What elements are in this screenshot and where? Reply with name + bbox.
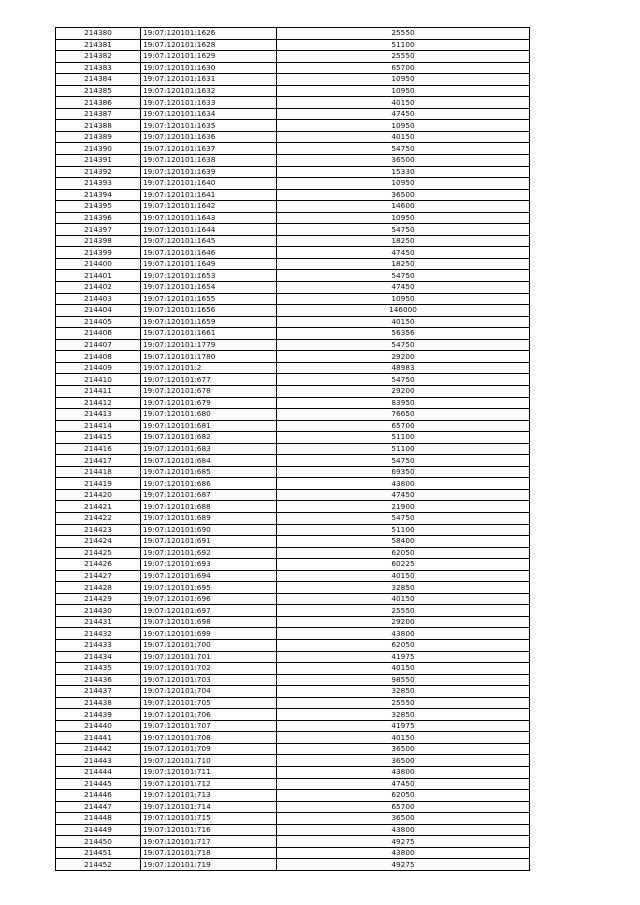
table-row	[56, 189, 530, 201]
row-number-cell: 214430	[56, 605, 141, 617]
value-cell: 56356	[277, 328, 530, 340]
value-cell: 48983	[277, 362, 530, 374]
table-row	[56, 201, 530, 213]
table-row	[56, 547, 530, 559]
cadastral-number-cell: 19:07:120101:706	[141, 709, 277, 721]
value-cell: 40150	[277, 131, 530, 143]
value-cell: 29200	[277, 351, 530, 363]
value-cell: 54750	[277, 374, 530, 386]
row-number-cell: 214422	[56, 512, 141, 524]
row-number-cell: 214381	[56, 39, 141, 51]
value-cell: 25550	[277, 51, 530, 63]
value-cell: 21900	[277, 501, 530, 513]
table-row	[56, 836, 530, 848]
table-row	[56, 351, 530, 363]
value-cell: 29200	[277, 616, 530, 628]
cadastral-number-cell: 19:07:120101:694	[141, 570, 277, 582]
cadastral-number-cell: 19:07:120101:1640	[141, 178, 277, 190]
cadastral-number-cell: 19:07:120101:1645	[141, 235, 277, 247]
cadastral-number-cell: 19:07:120101:1635	[141, 120, 277, 132]
cadastral-number-cell: 19:07:120101:1628	[141, 39, 277, 51]
cadastral-number-cell: 19:07:120101:697	[141, 605, 277, 617]
value-cell: 47450	[277, 778, 530, 790]
cadastral-number-cell: 19:07:120101:686	[141, 478, 277, 490]
table-row	[56, 420, 530, 432]
cadastral-number-cell: 19:07:120101:716	[141, 824, 277, 836]
cadastral-number-cell: 19:07:120101:690	[141, 524, 277, 536]
row-number-cell: 214446	[56, 790, 141, 802]
value-cell: 40150	[277, 316, 530, 328]
value-cell: 51100	[277, 39, 530, 51]
table-row	[56, 501, 530, 513]
value-cell: 47450	[277, 247, 530, 259]
row-number-cell: 214447	[56, 801, 141, 813]
cadastral-number-cell: 19:07:120101:702	[141, 663, 277, 675]
row-number-cell: 214433	[56, 639, 141, 651]
cadastral-number-cell: 19:07:120101:682	[141, 432, 277, 444]
row-number-cell: 214428	[56, 582, 141, 594]
value-cell: 69350	[277, 466, 530, 478]
table-row	[56, 674, 530, 686]
cadastral-number-cell: 19:07:120101:691	[141, 536, 277, 548]
row-number-cell: 214421	[56, 501, 141, 513]
row-number-cell: 214402	[56, 282, 141, 294]
value-cell: 76650	[277, 409, 530, 421]
cadastral-number-cell: 19:07:120101:700	[141, 639, 277, 651]
cadastral-number-cell: 19:07:120101:704	[141, 686, 277, 698]
row-number-cell: 214439	[56, 709, 141, 721]
cadastral-number-cell: 19:07:120101:1655	[141, 293, 277, 305]
row-number-cell: 214437	[56, 686, 141, 698]
value-cell: 60225	[277, 559, 530, 571]
cadastral-number-cell: 19:07:120101:1639	[141, 166, 277, 178]
table-row	[56, 559, 530, 571]
table-row	[56, 824, 530, 836]
cadastral-number-cell: 19:07:120101:696	[141, 593, 277, 605]
value-cell: 51100	[277, 443, 530, 455]
row-number-cell: 214444	[56, 767, 141, 779]
table-row	[56, 512, 530, 524]
value-cell: 51100	[277, 524, 530, 536]
table-row	[56, 51, 530, 63]
row-number-cell: 214387	[56, 108, 141, 120]
table-row	[56, 582, 530, 594]
cadastral-number-cell: 19:07:120101:1649	[141, 258, 277, 270]
row-number-cell: 214405	[56, 316, 141, 328]
row-number-cell: 214394	[56, 189, 141, 201]
table-row	[56, 143, 530, 155]
value-cell: 43800	[277, 767, 530, 779]
cadastral-number-cell: 19:07:120101:1630	[141, 62, 277, 74]
row-number-cell: 214449	[56, 824, 141, 836]
value-cell: 25550	[277, 605, 530, 617]
table-row	[56, 651, 530, 663]
row-number-cell: 214438	[56, 697, 141, 709]
value-cell: 49275	[277, 836, 530, 848]
row-number-cell: 214434	[56, 651, 141, 663]
row-number-cell: 214413	[56, 409, 141, 421]
row-number-cell: 214440	[56, 720, 141, 732]
cadastral-number-cell: 19:07:120101:703	[141, 674, 277, 686]
row-number-cell: 214424	[56, 536, 141, 548]
cadastral-number-cell: 19:07:120101:677	[141, 374, 277, 386]
table-row	[56, 328, 530, 340]
value-cell: 58400	[277, 536, 530, 548]
value-cell: 41975	[277, 720, 530, 732]
row-number-cell: 214389	[56, 131, 141, 143]
table-row	[56, 663, 530, 675]
value-cell: 10950	[277, 293, 530, 305]
value-cell: 47450	[277, 282, 530, 294]
table-row	[56, 212, 530, 224]
table-row	[56, 293, 530, 305]
table-row	[56, 62, 530, 74]
table-row	[56, 224, 530, 236]
cadastral-number-cell: 19:07:120101:1626	[141, 28, 277, 40]
cadastral-number-cell: 19:07:120101:719	[141, 859, 277, 871]
row-number-cell: 214380	[56, 28, 141, 40]
row-number-cell: 214383	[56, 62, 141, 74]
cadastral-number-cell: 19:07:120101:692	[141, 547, 277, 559]
table-row	[56, 339, 530, 351]
cadastral-number-cell: 19:07:120101:1643	[141, 212, 277, 224]
row-number-cell: 214414	[56, 420, 141, 432]
cadastral-number-cell: 19:07:120101:695	[141, 582, 277, 594]
table-row	[56, 813, 530, 825]
table-row	[56, 639, 530, 651]
value-cell: 40150	[277, 593, 530, 605]
table-row	[56, 397, 530, 409]
value-cell: 36500	[277, 813, 530, 825]
value-cell: 36500	[277, 755, 530, 767]
table-row	[56, 316, 530, 328]
row-number-cell: 214436	[56, 674, 141, 686]
cadastral-number-cell: 19:07:120101:1659	[141, 316, 277, 328]
cadastral-number-cell: 19:07:120101:1629	[141, 51, 277, 63]
value-cell: 47450	[277, 489, 530, 501]
cadastral-number-cell: 19:07:120101:681	[141, 420, 277, 432]
row-number-cell: 214412	[56, 397, 141, 409]
table-row	[56, 720, 530, 732]
value-cell: 36500	[277, 743, 530, 755]
table-row	[56, 155, 530, 167]
cadastral-number-cell: 19:07:120101:2	[141, 362, 277, 374]
row-number-cell: 214386	[56, 97, 141, 109]
row-number-cell: 214435	[56, 663, 141, 675]
table-row	[56, 362, 530, 374]
row-number-cell: 214441	[56, 732, 141, 744]
cadastral-number-cell: 19:07:120101:693	[141, 559, 277, 571]
table-row	[56, 305, 530, 317]
cadastral-number-cell: 19:07:120101:683	[141, 443, 277, 455]
table-row	[56, 489, 530, 501]
cadastral-number-cell: 19:07:120101:679	[141, 397, 277, 409]
row-number-cell: 214396	[56, 212, 141, 224]
table-row	[56, 258, 530, 270]
table-row	[56, 270, 530, 282]
row-number-cell: 214390	[56, 143, 141, 155]
table-row	[56, 847, 530, 859]
value-cell: 62050	[277, 790, 530, 802]
table-row	[56, 801, 530, 813]
value-cell: 43800	[277, 628, 530, 640]
table-row	[56, 605, 530, 617]
row-number-cell: 214406	[56, 328, 141, 340]
value-cell: 40150	[277, 732, 530, 744]
value-cell: 43800	[277, 824, 530, 836]
row-number-cell: 214419	[56, 478, 141, 490]
cadastral-number-cell: 19:07:120101:710	[141, 755, 277, 767]
cadastral-number-cell: 19:07:120101:1633	[141, 97, 277, 109]
cadastral-number-cell: 19:07:120101:1638	[141, 155, 277, 167]
row-number-cell: 214415	[56, 432, 141, 444]
table-row	[56, 432, 530, 444]
value-cell: 83950	[277, 397, 530, 409]
cadastral-number-cell: 19:07:120101:687	[141, 489, 277, 501]
row-number-cell: 214426	[56, 559, 141, 571]
value-cell: 18250	[277, 235, 530, 247]
table-row	[56, 178, 530, 190]
row-number-cell: 214450	[56, 836, 141, 848]
table-row	[56, 755, 530, 767]
table-row	[56, 443, 530, 455]
value-cell: 40150	[277, 570, 530, 582]
row-number-cell: 214445	[56, 778, 141, 790]
cadastral-number-cell: 19:07:120101:709	[141, 743, 277, 755]
cadastral-number-cell: 19:07:120101:680	[141, 409, 277, 421]
row-number-cell: 214423	[56, 524, 141, 536]
row-number-cell: 214399	[56, 247, 141, 259]
row-number-cell: 214384	[56, 74, 141, 86]
value-cell: 40150	[277, 663, 530, 675]
cadastral-number-cell: 19:07:120101:1644	[141, 224, 277, 236]
value-cell: 18250	[277, 258, 530, 270]
row-number-cell: 214451	[56, 847, 141, 859]
value-cell: 29200	[277, 385, 530, 397]
row-number-cell: 214425	[56, 547, 141, 559]
table-row	[56, 697, 530, 709]
table-row	[56, 97, 530, 109]
row-number-cell: 214420	[56, 489, 141, 501]
value-cell: 32850	[277, 686, 530, 698]
cadastral-number-cell: 19:07:120101:1634	[141, 108, 277, 120]
table-row	[56, 282, 530, 294]
table-row	[56, 628, 530, 640]
cadastral-number-cell: 19:07:120101:713	[141, 790, 277, 802]
value-cell: 43800	[277, 847, 530, 859]
value-cell: 25550	[277, 28, 530, 40]
table-row	[56, 120, 530, 132]
row-number-cell: 214432	[56, 628, 141, 640]
cadastral-number-cell: 19:07:120101:685	[141, 466, 277, 478]
row-number-cell: 214403	[56, 293, 141, 305]
value-cell: 62050	[277, 547, 530, 559]
row-number-cell: 214398	[56, 235, 141, 247]
cadastral-number-cell: 19:07:120101:705	[141, 697, 277, 709]
value-cell: 62050	[277, 639, 530, 651]
table-row	[56, 374, 530, 386]
cadastral-number-cell: 19:07:120101:1661	[141, 328, 277, 340]
value-cell: 54750	[277, 270, 530, 282]
table-row	[56, 166, 530, 178]
cadastral-number-cell: 19:07:120101:708	[141, 732, 277, 744]
cadastral-number-cell: 19:07:120101:701	[141, 651, 277, 663]
cadastral-number-cell: 19:07:120101:711	[141, 767, 277, 779]
table-body	[56, 28, 530, 871]
cadastral-number-cell: 19:07:120101:715	[141, 813, 277, 825]
row-number-cell: 214417	[56, 455, 141, 467]
table-row	[56, 247, 530, 259]
row-number-cell: 214392	[56, 166, 141, 178]
table-row	[56, 524, 530, 536]
value-cell: 15330	[277, 166, 530, 178]
row-number-cell: 214410	[56, 374, 141, 386]
row-number-cell: 214404	[56, 305, 141, 317]
value-cell: 32850	[277, 582, 530, 594]
row-number-cell: 214418	[56, 466, 141, 478]
row-number-cell: 214385	[56, 85, 141, 97]
row-number-cell: 214395	[56, 201, 141, 213]
cadastral-number-cell: 19:07:120101:1642	[141, 201, 277, 213]
row-number-cell: 214452	[56, 859, 141, 871]
table-row	[56, 686, 530, 698]
cadastral-number-cell: 19:07:120101:712	[141, 778, 277, 790]
row-number-cell: 214443	[56, 755, 141, 767]
table-row	[56, 570, 530, 582]
value-cell: 25550	[277, 697, 530, 709]
cadastral-number-cell: 19:07:120101:1641	[141, 189, 277, 201]
row-number-cell: 214409	[56, 362, 141, 374]
value-cell: 47450	[277, 108, 530, 120]
table-row	[56, 74, 530, 86]
table-row	[56, 536, 530, 548]
value-cell: 98550	[277, 674, 530, 686]
cadastral-number-cell: 19:07:120101:1636	[141, 131, 277, 143]
value-cell: 10950	[277, 120, 530, 132]
value-cell: 40150	[277, 97, 530, 109]
row-number-cell: 214391	[56, 155, 141, 167]
table-row	[56, 39, 530, 51]
row-number-cell: 214431	[56, 616, 141, 628]
value-cell: 51100	[277, 432, 530, 444]
cadastral-number-cell: 19:07:120101:1637	[141, 143, 277, 155]
value-cell: 36500	[277, 155, 530, 167]
table-row	[56, 85, 530, 97]
cadastral-number-cell: 19:07:120101:1653	[141, 270, 277, 282]
cadastral-number-cell: 19:07:120101:699	[141, 628, 277, 640]
cadastral-number-cell: 19:07:120101:1631	[141, 74, 277, 86]
value-cell: 10950	[277, 85, 530, 97]
table-row	[56, 235, 530, 247]
table-row	[56, 778, 530, 790]
value-cell: 10950	[277, 74, 530, 86]
row-number-cell: 214442	[56, 743, 141, 755]
value-cell: 65700	[277, 62, 530, 74]
cadastral-number-cell: 19:07:120101:689	[141, 512, 277, 524]
cadastral-number-cell: 19:07:120101:698	[141, 616, 277, 628]
table-row	[56, 743, 530, 755]
value-cell: 146000	[277, 305, 530, 317]
value-cell: 54750	[277, 143, 530, 155]
value-cell: 41975	[277, 651, 530, 663]
cadastral-number-cell: 19:07:120101:684	[141, 455, 277, 467]
table-row	[56, 131, 530, 143]
value-cell: 49275	[277, 859, 530, 871]
row-number-cell: 214407	[56, 339, 141, 351]
table-row	[56, 108, 530, 120]
row-number-cell: 214401	[56, 270, 141, 282]
row-number-cell: 214382	[56, 51, 141, 63]
value-cell: 14600	[277, 201, 530, 213]
value-cell: 10950	[277, 212, 530, 224]
value-cell: 54750	[277, 512, 530, 524]
table-row	[56, 616, 530, 628]
cadastral-number-cell: 19:07:120101:1656	[141, 305, 277, 317]
row-number-cell: 214400	[56, 258, 141, 270]
cadastral-number-cell: 19:07:120101:1779	[141, 339, 277, 351]
cadastral-number-cell: 19:07:120101:1632	[141, 85, 277, 97]
row-number-cell: 214397	[56, 224, 141, 236]
cadastral-number-cell: 19:07:120101:678	[141, 385, 277, 397]
cadastral-number-cell: 19:07:120101:1646	[141, 247, 277, 259]
table-row	[56, 455, 530, 467]
cadastral-number-cell: 19:07:120101:717	[141, 836, 277, 848]
table-row	[56, 385, 530, 397]
table-row	[56, 28, 530, 40]
value-cell: 10950	[277, 178, 530, 190]
table-row	[56, 732, 530, 744]
value-cell: 43800	[277, 478, 530, 490]
row-number-cell: 214388	[56, 120, 141, 132]
value-cell: 32850	[277, 709, 530, 721]
row-number-cell: 214411	[56, 385, 141, 397]
table-row	[56, 478, 530, 490]
cadastral-number-cell: 19:07:120101:707	[141, 720, 277, 732]
value-cell: 36500	[277, 189, 530, 201]
row-number-cell: 214416	[56, 443, 141, 455]
cadastral-number-cell: 19:07:120101:714	[141, 801, 277, 813]
value-cell: 54750	[277, 224, 530, 236]
table-row	[56, 409, 530, 421]
row-number-cell: 214429	[56, 593, 141, 605]
value-cell: 54750	[277, 455, 530, 467]
row-number-cell: 214448	[56, 813, 141, 825]
table-row	[56, 709, 530, 721]
row-number-cell: 214393	[56, 178, 141, 190]
value-cell: 54750	[277, 339, 530, 351]
table-row	[56, 859, 530, 871]
value-cell: 65700	[277, 420, 530, 432]
cadastral-number-cell: 19:07:120101:718	[141, 847, 277, 859]
value-cell: 65700	[277, 801, 530, 813]
cadastral-number-cell: 19:07:120101:688	[141, 501, 277, 513]
row-number-cell: 214408	[56, 351, 141, 363]
cadastral-number-cell: 19:07:120101:1654	[141, 282, 277, 294]
data-table	[55, 27, 530, 871]
cadastral-number-cell: 19:07:120101:1780	[141, 351, 277, 363]
table-row	[56, 767, 530, 779]
table-row	[56, 466, 530, 478]
table-row	[56, 593, 530, 605]
table-row	[56, 790, 530, 802]
row-number-cell: 214427	[56, 570, 141, 582]
